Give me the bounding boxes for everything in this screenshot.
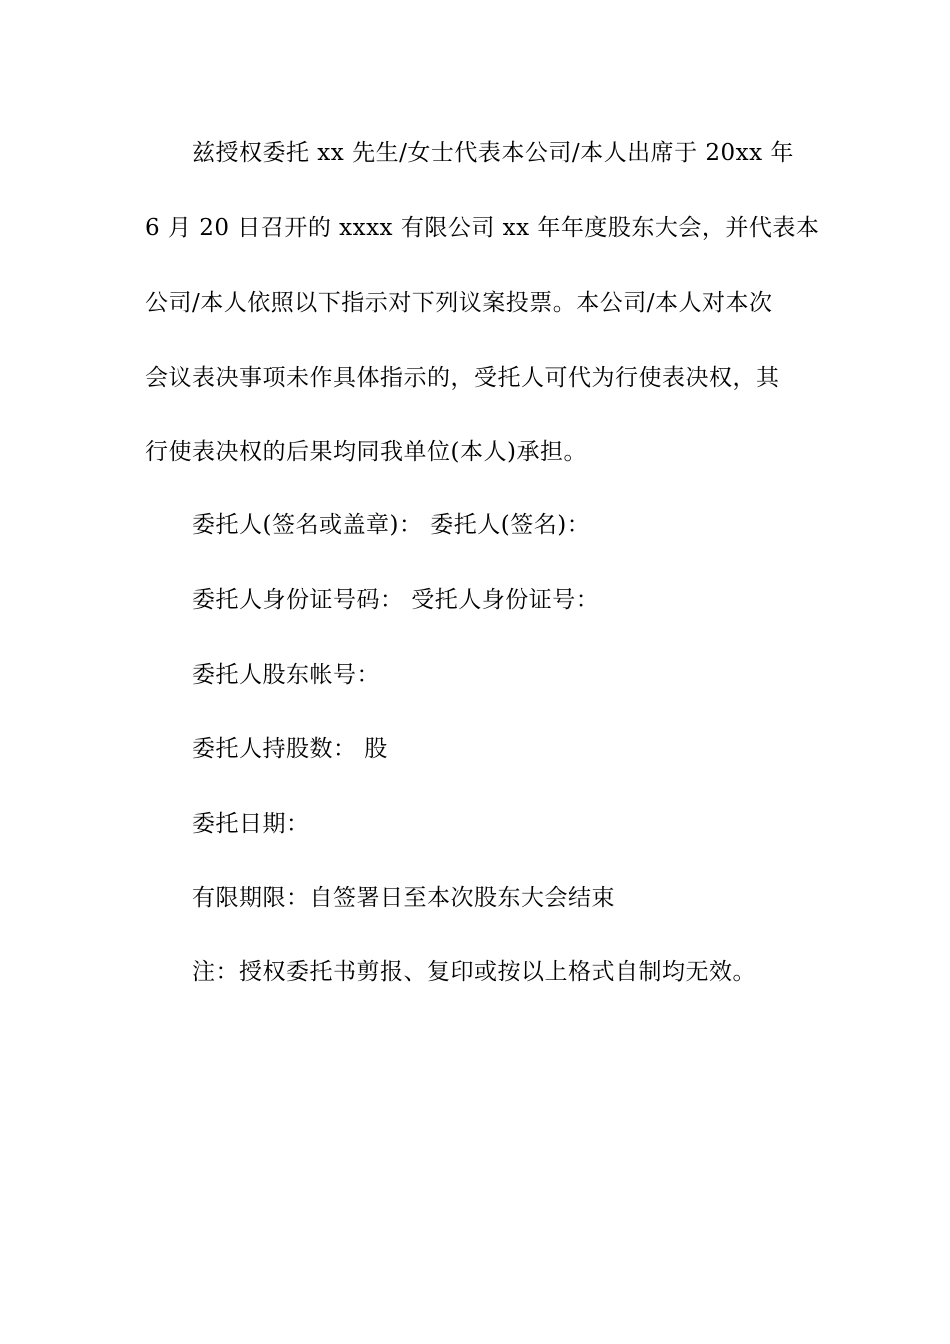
paragraph-line-2: 6 月 20 日召开的 xxxx 有限公司 xx 年年度股东大会，并代表本 [145,215,820,241]
note-text: 注：授权委托书剪报、复印或按以上格式自制均无效。 [192,959,756,985]
principal-signature-field: 委托人(签名或盖章)： 委托人(签名)： [192,512,591,538]
shareholder-account-field: 委托人股东帐号： [192,662,380,688]
paragraph-line-5: 行使表决权的后果均同我单位(本人)承担。 [145,439,587,465]
validity-period-field: 有限期限：自签署日至本次股东大会结束 [192,885,615,911]
authorization-date-field: 委托日期： [192,811,310,837]
paragraph-line-1: 兹授权委托 xx 先生/女士代表本公司/本人出席于 20xx 年 [192,140,794,166]
id-number-field: 委托人身份证号码： 受托人身份证号： [192,587,600,613]
paragraph-line-3: 公司/本人依照以下指示对下列议案投票。本公司/本人对本次 [145,290,773,316]
paragraph-line-4: 会议表决事项未作具体指示的，受托人可代为行使表决权，其 [145,365,780,391]
shares-held-field: 委托人持股数： 股 [192,736,388,762]
